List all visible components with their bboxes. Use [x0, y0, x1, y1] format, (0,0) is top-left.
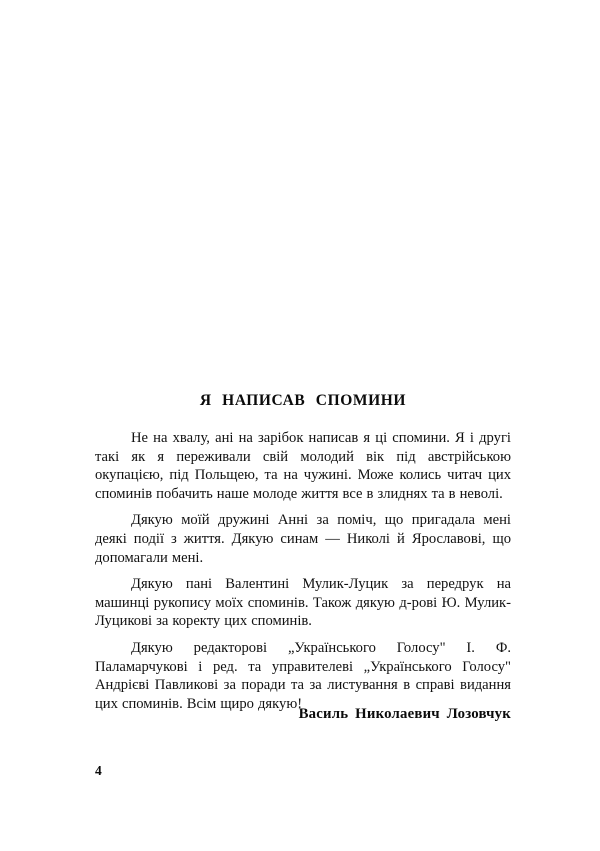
paragraph: Не на хвалу, ані на зарібок написав я ці спомини. Я і другі такі як я переживали свій молодий вік під австрійською окупацією, під Польщею, та на чужині. Може колись читач цих споминів побачить наше молоде життя все в злиднях та в неволі.: [95, 430, 511, 502]
page-number: 4: [95, 763, 102, 778]
paragraph: Дякую редакторові „Українського Голосу" І. Ф. Паламарчукові і ред. та управителеві „Українського Голосу" Андрієві Павликові за поради та за листування в справі видання цих споминів. Всім щиро дякую!: [95, 639, 511, 712]
paragraph: Дякую моїй дружині Анні за поміч, що пригадала мені деякі події з життя. Дякую синам — Николі й Ярославові, що допомагали мені.: [95, 512, 511, 566]
paragraph: Дякую пані Валентині Мулик-Луцик за передрук на машинці рукопису моїх споминів. Також дякую д-рові Ю. Мулик-Луцикові за коректу цих споминів.: [95, 576, 511, 630]
author-signature: Василь Николаевич Лозовчук: [298, 706, 511, 722]
chapter-content: [95, 392, 511, 713]
page-title: Я НАПИСАВ СПОМИНИ: [199, 392, 407, 409]
